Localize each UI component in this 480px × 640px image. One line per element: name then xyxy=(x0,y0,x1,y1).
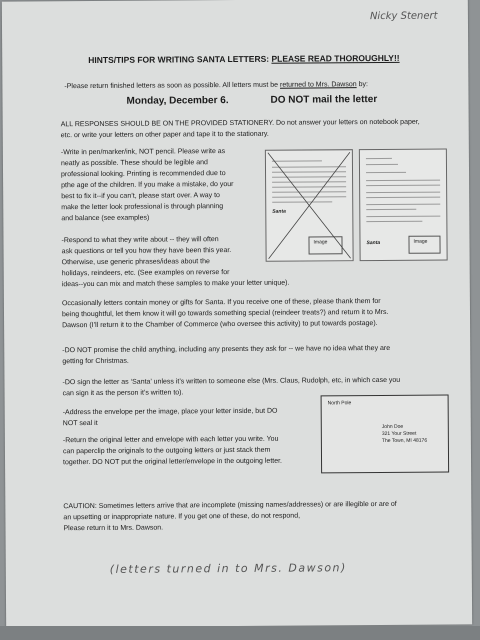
title-emphasis: PLEASE READ THOROUGHLY!! xyxy=(271,52,400,64)
caution-note xyxy=(63,499,397,534)
envelope-return-address: North Pole xyxy=(327,400,352,407)
page-title xyxy=(88,53,408,65)
pen-line: -Write in pen/marker/ink, NOT pencil. Please write as xyxy=(60,148,226,157)
caution-line: CAUTION: Sometimes letters arrive that are incomplete (missing names/addresses) or are illegible or are of xyxy=(63,500,397,511)
title-prefix: HINTS/TIPS FOR WRITING SANTA LETTERS: xyxy=(88,53,272,66)
stationery-note xyxy=(61,117,420,142)
return-originals-note xyxy=(63,434,282,469)
handout-page xyxy=(2,0,472,628)
promise-line: -DO NOT promise the child anything, including any presents they ask for -- we have no idea what they are xyxy=(62,344,391,355)
sample-letter-bad xyxy=(265,149,354,262)
stationery-line-1: ALL RESPONSES SHOULD BE ON THE PROVIDED STATIONERY. Do not answer your letters on notebook paper, xyxy=(60,118,420,129)
do-not-mail: DO NOT mail the letter xyxy=(270,94,378,106)
respond-line: ask questions or tell you how they have been this year. xyxy=(61,247,232,256)
background-surface xyxy=(0,626,480,640)
return-instructions xyxy=(64,79,368,92)
sample-signature: Santa xyxy=(366,239,381,247)
handwritten-name: Nicky Stenert xyxy=(369,10,438,23)
sample-letter-good xyxy=(359,149,448,262)
caution-line: an upsetting or inappropriate nature. If you get one of these, do not respond, xyxy=(63,512,301,522)
original-line: can paperclip the originals to the outgoing letters or just stack them xyxy=(62,446,271,456)
promise-line: getting for Christmas. xyxy=(62,357,129,366)
respond-line: ideas--you can mix and match these samples to make your letter unique). xyxy=(61,279,290,289)
envelope-note xyxy=(63,406,278,429)
money-line: Dawson (I’ll return it to the Chamber of Commerce (who oversee this activity) to put towards postage). xyxy=(62,320,378,330)
cross-out-mark xyxy=(266,150,353,261)
pen-line: make the letter look professional is through planning xyxy=(61,203,224,212)
return-line-start: -Please return finished letters as soon as possible. All letters must be xyxy=(64,81,280,91)
pen-line: and balance (see examples) xyxy=(61,214,150,223)
original-line: together. DO NOT put the original letter/envelope in the outgoing letter. xyxy=(63,457,283,467)
pen-line: best to fix it--if you can’t, please start over. A way to xyxy=(61,192,220,201)
respond-line: Otherwise, use generic phrases/ideas about the xyxy=(61,258,210,267)
sign-line: can sign it as the person it’s written to). xyxy=(62,389,184,398)
sample-image-box: Image xyxy=(408,236,440,254)
due-date: Monday, December 6. xyxy=(126,95,229,107)
pen-line: neatly as possible. These should be legible and xyxy=(60,159,208,168)
pen-line: professional looking. Printing is recommended due to xyxy=(61,170,226,179)
money-gifts-note xyxy=(62,296,389,331)
return-to-teacher: returned to Mrs. Dawson xyxy=(279,81,357,89)
no-promise-note xyxy=(62,343,390,367)
address-line: -Address the envelope per the image, place your letter inside, but DO xyxy=(62,407,278,417)
envelope-recipient-city: The Town, MI 48176 xyxy=(381,437,428,444)
money-line: being thoughtful, let them know it will go towards something special (reindeer treats?) and return it to Mrs. xyxy=(61,308,389,319)
pen-instructions xyxy=(61,146,262,224)
respond-instructions xyxy=(61,234,289,291)
sign-line: -DO sign the letter as ‘Santa’ unless it’s written to someone else (Mrs. Claus, Rudolph, etc, in which case you xyxy=(62,376,401,387)
envelope-recipient-name: John Doe xyxy=(381,423,404,430)
handwritten-note: (letters turned in to Mrs. Dawson) xyxy=(109,561,347,576)
envelope-recipient-street: 321 Your Street xyxy=(381,430,417,437)
sample-image-box: Image xyxy=(308,236,342,254)
envelope-example xyxy=(321,395,450,474)
sample-signature: Santa xyxy=(272,208,286,215)
respond-line: -Respond to what they write about -- they will often xyxy=(61,236,219,245)
original-line: -Return the original letter and envelope with each letter you write. You xyxy=(62,435,279,445)
caution-line: Please return it to Mrs. Dawson. xyxy=(63,524,164,533)
money-line: Occasionally letters contain money or gifts for Santa. If you receive one of these, please thank them for xyxy=(61,297,381,308)
address-line: NOT seal it xyxy=(62,419,98,428)
return-line-end: by: xyxy=(356,81,368,89)
pen-line: pthe age of the children. If you make a mistake, do your xyxy=(61,181,234,190)
respond-line: holidays, reindeers, etc. (See examples on reverse for xyxy=(61,269,230,278)
stationery-line-2: etc. or write your letters on other paper and tape it to the stationary. xyxy=(60,130,269,140)
